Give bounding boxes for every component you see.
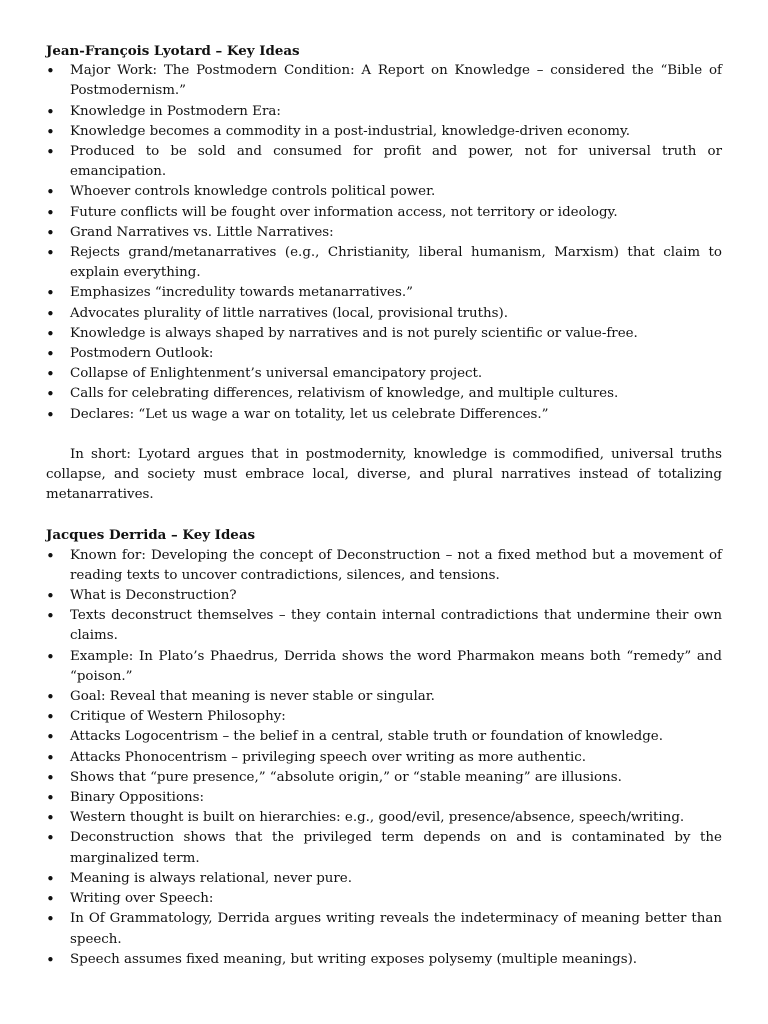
list-item: • In Of Grammatology, Derrida argues writing reveals the indeterminacy of meaning better than speech. [46,909,722,949]
list-item: • Speech assumes fixed meaning, but writing exposes polysemy (multiple meanings). [46,950,722,970]
list-item: • Knowledge in Postmodern Era: [46,102,722,122]
list-item: • Future conflicts will be fought over information access, not territory or ideology. [46,203,722,223]
list-item: • Grand Narratives vs. Little Narratives: [46,223,722,243]
list-item: • Attacks Phonocentrism – privileging speech over writing as more authentic. [46,748,722,768]
derrida-bullet-list [46,546,722,970]
list-item: • Texts deconstruct themselves – they contain internal contradictions that undermine their own claims. [46,606,722,646]
lyotard-bullet-list [46,61,722,425]
lyotard-heading: Jean-François Lyotard – Key Ideas [46,43,300,59]
list-item: • Deconstruction shows that the privileged term depends on and is contaminated by the marginalized term. [46,828,722,868]
list-item: • Shows that “pure presence,” “absolute origin,” or “stable meaning” are illusions. [46,768,722,788]
lyotard-section [46,41,722,505]
list-item: • Knowledge becomes a commodity in a post-industrial, knowledge-driven economy. [46,122,722,142]
list-item: • Knowledge is always shaped by narratives and is not purely scientific or value-free. [46,324,722,344]
list-item: • What is Deconstruction? [46,586,722,606]
list-item: • Example: In Plato’s Phaedrus, Derrida shows the word Pharmakon means both “remedy” and “poison.” [46,647,722,687]
list-item: • Collapse of Enlightenment’s universal emancipatory project. [46,364,722,384]
list-item: • Binary Oppositions: [46,788,722,808]
list-item: • Meaning is always relational, never pure. [46,869,722,889]
list-item: • Whoever controls knowledge controls political power. [46,182,722,202]
derrida-section [46,525,722,969]
list-item: • Attacks Logocentrism – the belief in a central, stable truth or foundation of knowledge. [46,727,722,747]
list-item: • Rejects grand/metanarratives (e.g., Christianity, liberal humanism, Marxism) that claim to explain everything. [46,243,722,283]
list-item: • Produced to be sold and consumed for profit and power, not for universal truth or emancipation. [46,142,722,182]
list-item: • Writing over Speech: [46,889,722,909]
document-page [46,41,722,970]
list-item: • Declares: “Let us wage a war on totality, let us celebrate Differences.” [46,405,722,425]
list-item: • Emphasizes “incredulity towards metanarratives.” [46,283,722,303]
list-item: • Critique of Western Philosophy: [46,707,722,727]
list-item: • Major Work: The Postmodern Condition: A Report on Knowledge – considered the “Bible of Postmodernism.” [46,61,722,101]
list-item: • Western thought is built on hierarchies: e.g., good/evil, presence/absence, speech/writing. [46,808,722,828]
list-item: • Known for: Developing the concept of Deconstruction – not a fixed method but a movement of reading texts to uncover contradictions, silences, and tensions. [46,546,722,586]
list-item: • Advocates plurality of little narratives (local, provisional truths). [46,304,722,324]
list-item: • Goal: Reveal that meaning is never stable or singular. [46,687,722,707]
list-item: • Postmodern Outlook: [46,344,722,364]
list-item: • Calls for celebrating differences, relativism of knowledge, and multiple cultures. [46,384,722,404]
lyotard-summary-paragraph: In short: Lyotard argues that in postmodernity, knowledge is commodified, universal truths collapse, and society must embrace local, diverse, and plural narratives instead of totalizing metanarratives. [46,446,722,503]
derrida-heading: Jacques Derrida – Key Ideas [46,527,256,544]
